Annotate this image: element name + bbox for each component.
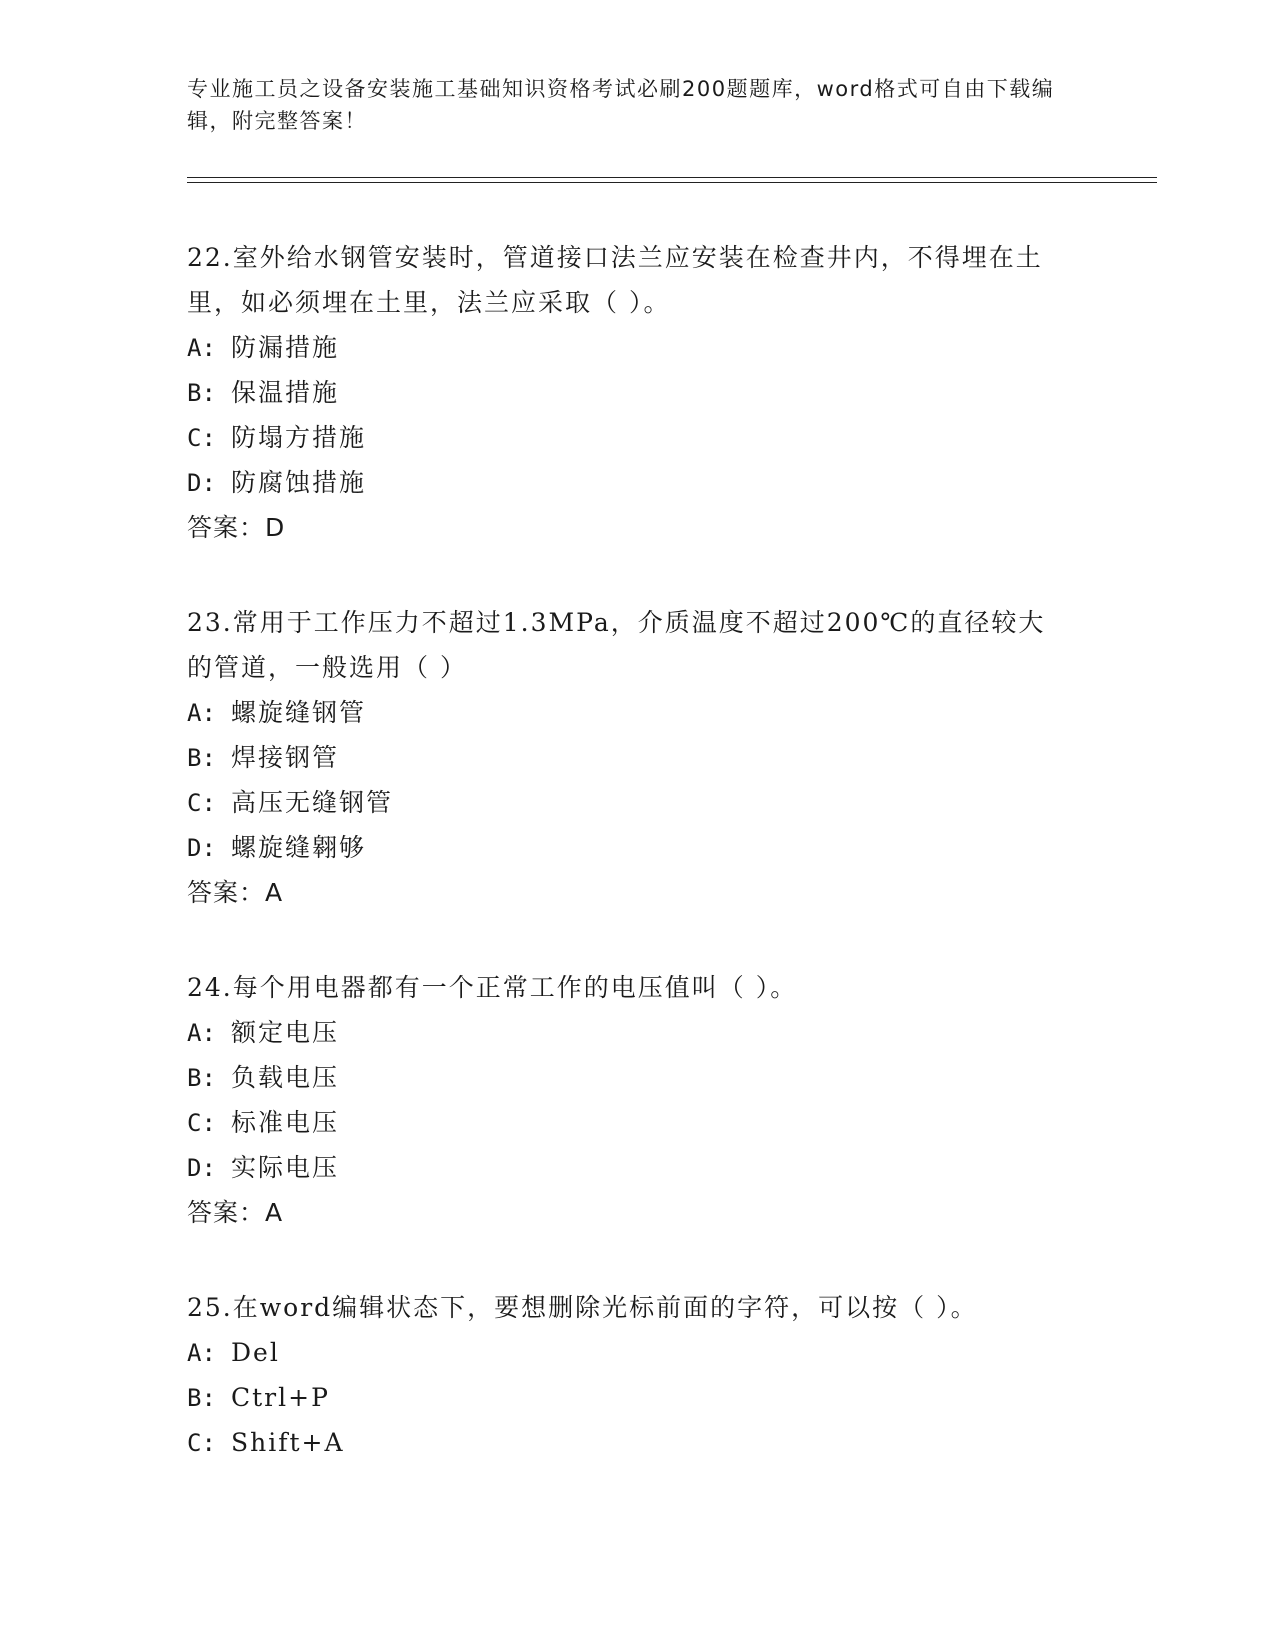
question-stem: 22.室外给水钢管安装时，管道接口法兰应安装在检查井内，不得埋在土里，如必须埋在土里，法兰应采取（ ）。 [187,243,1043,317]
question-stem: 24.每个用电器都有一个正常工作的电压值叫（ ）。 [187,973,798,1002]
option-c [187,780,1087,825]
option-text: 防漏措施 [231,333,340,362]
option-letter: D: [187,1154,216,1182]
question-23 [187,600,1087,915]
header-divider-bottom [187,182,1157,183]
option-letter: B: [187,379,216,407]
option-letter: A: [187,334,216,362]
option-letter: C: [187,1429,216,1457]
option-c [187,415,1087,460]
option-text: Ctrl+P [231,1383,330,1412]
option-d [187,460,1087,505]
option-text: 负载电压 [231,1063,340,1092]
option-a [187,690,1087,735]
option-b [187,735,1087,780]
header-text: 专业施工员之设备安装施工基础知识资格考试必刷200题题库，word格式可自由下载编辑，附完整答案！ [187,77,1055,133]
option-text: 螺旋缝钢管 [231,698,367,727]
option-letter: B: [187,744,216,772]
option-text: 螺旋缝翱够 [231,833,367,862]
option-c [187,1100,1087,1145]
option-b [187,370,1087,415]
option-letter: C: [187,424,216,452]
document-header [187,73,1067,137]
option-letter: A: [187,1339,216,1367]
option-text: 防塌方措施 [231,423,367,452]
question-22 [187,235,1087,550]
option-d [187,825,1087,870]
option-letter: B: [187,1384,216,1412]
option-a [187,1010,1087,1055]
question-stem: 23.常用于工作压力不超过1.3MPa，介质温度不超过200℃的直径较大的管道，一般选用（ ） [187,608,1046,682]
option-a [187,1330,1087,1375]
option-b [187,1055,1087,1100]
option-text: 额定电压 [231,1018,340,1047]
option-letter: A: [187,699,216,727]
option-letter: C: [187,1109,216,1137]
option-c [187,1420,1087,1465]
header-divider-top [187,177,1157,178]
option-letter: D: [187,834,216,862]
answer-line: 答案：A [187,1198,284,1227]
option-text: 标准电压 [231,1108,340,1137]
question-25 [187,1285,1087,1465]
option-b [187,1375,1087,1420]
option-text: Shift+A [231,1428,345,1457]
option-text: 保温措施 [231,378,340,407]
option-letter: D: [187,469,216,497]
answer-line: 答案：A [187,878,284,907]
option-d [187,1145,1087,1190]
answer-line: 答案：D [187,513,286,542]
option-a [187,325,1087,370]
option-text: 防腐蚀措施 [231,468,367,497]
option-letter: C: [187,789,216,817]
option-letter: B: [187,1064,216,1092]
option-text: Del [231,1338,280,1367]
option-text: 实际电压 [231,1153,340,1182]
option-text: 高压无缝钢管 [231,788,394,817]
option-text: 焊接钢管 [231,743,340,772]
option-letter: A: [187,1019,216,1047]
question-24 [187,965,1087,1235]
question-stem: 25.在word编辑状态下，要想删除光标前面的字符，可以按（ ）。 [187,1293,978,1322]
